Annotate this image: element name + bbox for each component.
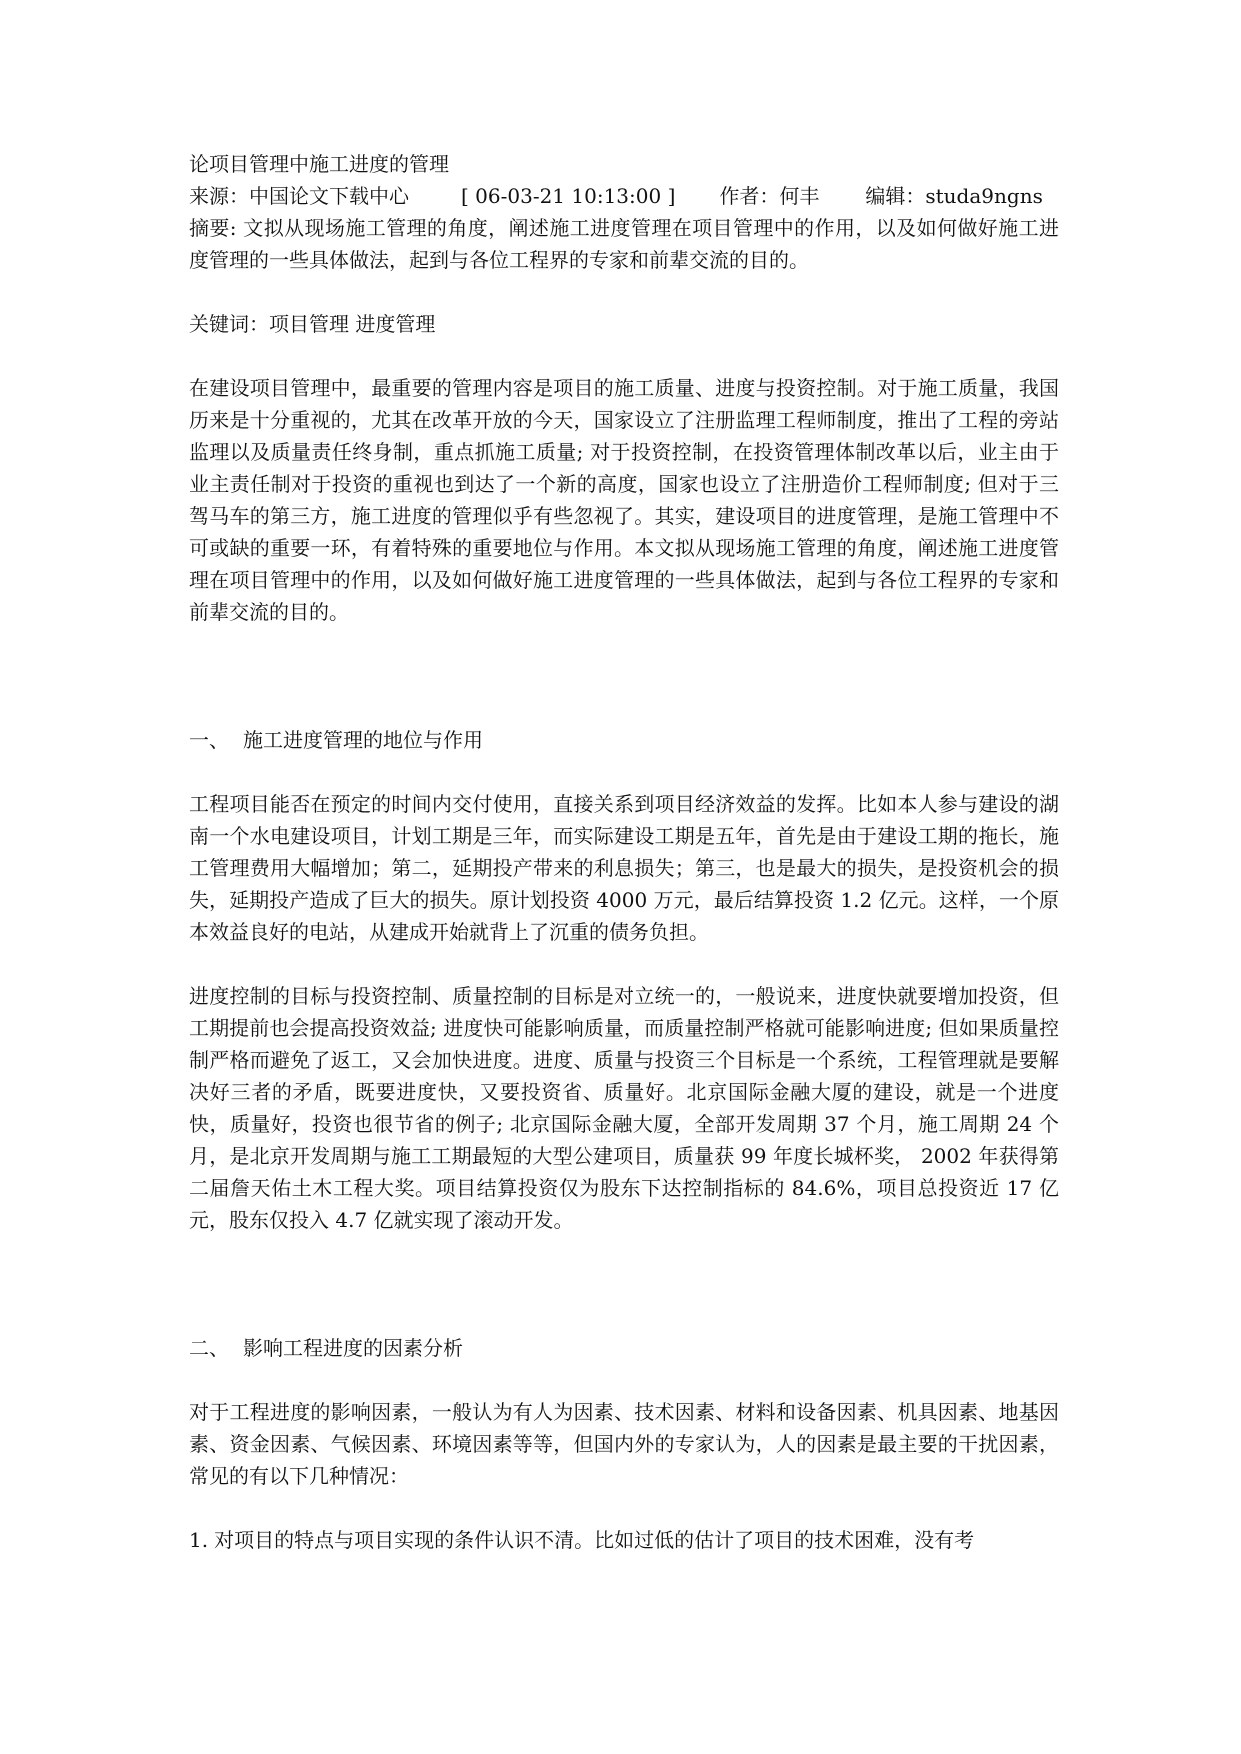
section-2-heading	[189, 1332, 1059, 1364]
section-1-title: 施工进度管理的地位与作用	[243, 728, 483, 752]
spacer	[189, 1492, 1059, 1524]
section-1-number: 一、	[189, 728, 229, 752]
meta-editor: 编辑：studa9ngns	[865, 184, 1043, 208]
list-item-text: 对项目的特点与项目实现的条件认识不清。比如过低的估计了项目的技术困难，没有考	[214, 1528, 975, 1552]
spacer	[189, 276, 1059, 308]
spacer	[189, 1364, 1059, 1396]
spacer	[189, 1236, 1059, 1332]
meta-author: 作者：何丰	[719, 184, 820, 208]
list-item-number: 1.	[189, 1528, 209, 1552]
section-2-title: 影响工程进度的因素分析	[243, 1336, 463, 1360]
document-page	[189, 148, 1059, 1556]
article-title: 论项目管理中施工进度的管理	[189, 152, 449, 176]
article-keywords: 关键词：项目管理 进度管理	[189, 312, 436, 336]
section-1-heading	[189, 724, 1059, 756]
article-abstract: 摘要: 文拟从现场施工管理的角度，阐述施工进度管理在项目管理中的作用，以及如何做好施工进度管理的一些具体做法，起到与各位工程界的专家和前辈交流的目的。	[189, 216, 1059, 272]
meta-datetime: [ 06-03-21 10:13:00 ]	[461, 184, 676, 208]
meta-source: 来源：中国论文下载中心	[189, 184, 409, 208]
spacer	[189, 628, 1059, 724]
section-1-paragraph-1: 工程项目能否在预定的时间内交付使用，直接关系到项目经济效益的发挥。比如本人参与建设的湖南一个水电建设项目，计划工期是三年，而实际建设工期是五年，首先是由于建设工期的拖长，施工管理费用大幅增加；第二，延期投产带来的利息损失；第三，也是最大的损失，是投资机会的损失，延期投产造成了巨大的损失。原计划投资 4000 万元，最后结算投资 1.2 亿元。这样，一个原本效益良好的电站，从建成开始就背上了沉重的债务负担。	[189, 792, 1059, 944]
spacer	[189, 340, 1059, 372]
section-2-paragraph-1: 对于工程进度的影响因素，一般认为有人为因素、技术因素、材料和设备因素、机具因素、地基因素、资金因素、气候因素、环境因素等等，但国内外的专家认为，人的因素是最主要的干扰因素，常见的有以下几种情况：	[189, 1400, 1059, 1488]
list-item	[189, 1524, 1059, 1556]
article-meta	[189, 180, 1059, 212]
spacer	[189, 948, 1059, 980]
intro-paragraph: 在建设项目管理中，最重要的管理内容是项目的施工质量、进度与投资控制。对于施工质量，我国历来是十分重视的，尤其在改革开放的今天，国家设立了注册监理工程师制度，推出了工程的旁站监理以及质量责任终身制，重点抓施工质量; 对于投资控制，在投资管理体制改革以后，业主由于业主责任制对于投资的重视也到达了一个新的高度，国家也设立了注册造价工程师制度; 但对于三驾马车的第三方，施工进度的管理似乎有些忽视了。其实，建设项目的进度管理，是施工管理中不可或缺的重要一环，有着特殊的重要地位与作用。本文拟从现场施工管理的角度，阐述施工进度管理在项目管理中的作用，以及如何做好施工进度管理的一些具体做法，起到与各位工程界的专家和前辈交流的目的。	[189, 376, 1059, 624]
section-1-paragraph-2: 进度控制的目标与投资控制、质量控制的目标是对立统一的，一般说来，进度快就要增加投资，但工期提前也会提高投资效益; 进度快可能影响质量，而质量控制严格就可能影响进度; 但如果质量控制严格而避免了返工，又会加快进度。进度、质量与投资三个目标是一个系统，工程管理就是要解决好三者的矛盾，既要进度快，又要投资省、质量好。北京国际金融大厦的建设，就是一个进度快，质量好，投资也很节省的例子; 北京国际金融大厦，全部开发周期 37 个月，施工周期 24 个月，是北京开发周期与施工工期最短的大型公建项目，质量获 99 年度长城杯奖， 2002 年获得第二届詹天佑土木工程大奖。项目结算投资仅为股东下达控制指标的 84.6%，项目总投资近 17 亿元，股东仅投入 4.7 亿就实现了滚动开发。	[189, 984, 1059, 1232]
section-2-number: 二、	[189, 1336, 229, 1360]
spacer	[189, 756, 1059, 788]
